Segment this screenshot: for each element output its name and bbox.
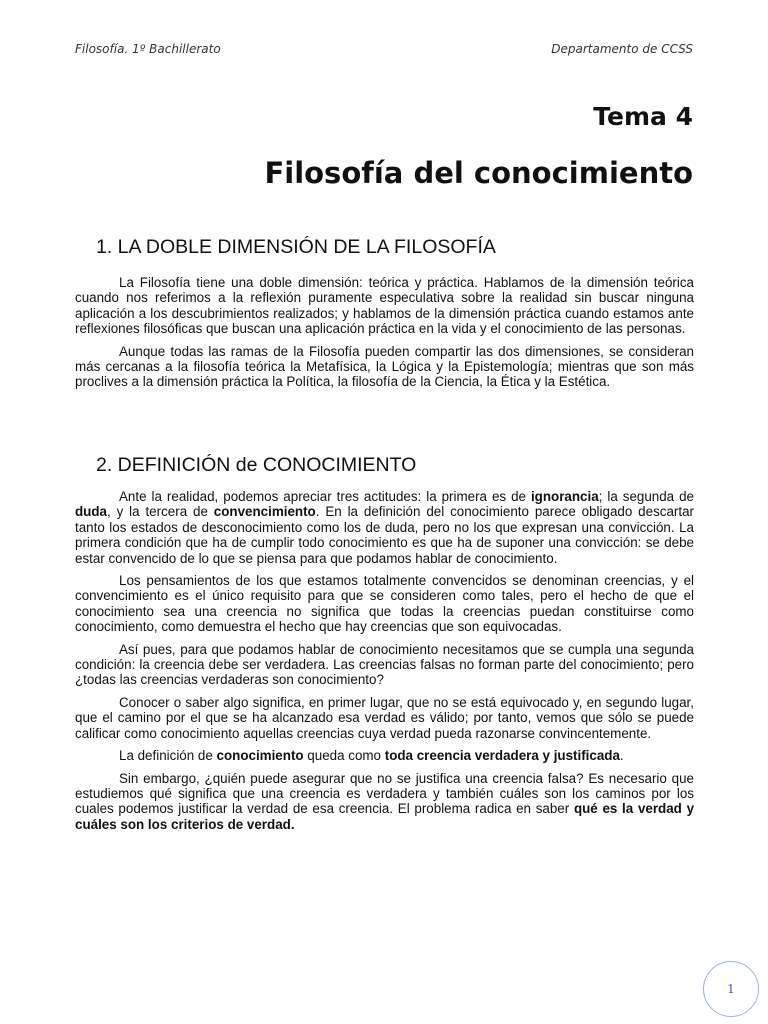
emphasis-conocimiento: conocimiento xyxy=(216,748,304,764)
emphasis-ignorancia: ignorancia xyxy=(530,489,599,504)
paragraph: Así pues, para que podamos hablar de conocimiento necesitamos que se cumpla una segunda condición: la creencia debe ser verdadera. Las creencias falsas no forman parte del conocimiento; pero ¿todas las creencias verdaderas son conocimiento? xyxy=(75,641,694,688)
header-course: Filosofía. 1º Bachillerato xyxy=(75,42,221,56)
emphasis-duda: duda xyxy=(75,504,107,520)
page-number-badge xyxy=(703,961,759,1017)
text-run: . En la definición del conocimiento parece obligado descartar tanto los estados de desconocimiento como los de duda, pero no los que expresan una convicción. La primera condición que ha de cumplir todo conocimiento es que ha de suponer una convicción: se debe estar convencido de lo que se piensa para que podamos hablar de conocimiento. xyxy=(75,504,694,566)
section-heading-1: 1. LA DOBLE DIMENSIÓN DE LA FILOSOFÍA xyxy=(96,236,496,258)
text-run: queda como xyxy=(303,748,385,764)
section-1-body xyxy=(75,275,694,397)
section-2-body xyxy=(75,489,694,839)
text-run: Sin embargo, ¿quién puede asegurar que no se justifica una creencia falsa? Es necesario que estudiemos qué significa que una creencia es verdadera y también cuáles son los caminos por los cuales podemos justificar la verdad de esa creencia. El problema radica en saber xyxy=(75,770,694,817)
page-title: Filosofía del conocimiento xyxy=(264,156,693,190)
paragraph: Conocer o saber algo significa, en primer lugar, que no se está equivocado y, en segundo lugar, que el camino por el que se ha alcanzado esa verdad es válido; por tanto, vemos que sólo se puede calificar como conocimiento aquellas creencias cuya verdad pueda razonarse convincentemente. xyxy=(75,694,694,741)
paragraph: Los pensamientos de los que estamos totalmente convencidos se denominan creencias, y el convencimiento es el único requisito para que se consideren como tales, pero el hecho de que el conocimiento sea una creencia no significa que todas la creencias puedan constituirse como conocimiento, como demuestra el hecho que hay creencias que son equivocadas. xyxy=(75,573,694,635)
page-header xyxy=(75,42,693,60)
emphasis-convencimiento: convencimiento xyxy=(213,504,316,520)
paragraph: Aunque todas las ramas de la Filosofía pueden compartir las dos dimensiones, se consideran más cercanas a la filosofía teórica la Metafísica, la Lógica y la Epistemología; mientras que son más proclives a la dimensión práctica la Política, la filosofía de la Ciencia, la Ética y la Estética. xyxy=(75,343,694,390)
section-heading-2: 2. DEFINICIÓN de CONOCIMIENTO xyxy=(96,454,417,476)
emphasis-definition: toda creencia verdadera y justificada xyxy=(384,748,620,764)
paragraph xyxy=(75,748,694,763)
unit-number: Tema 4 xyxy=(593,102,693,131)
text-run: Ante la realidad, podemos apreciar tres actitudes: la primera es de xyxy=(119,489,531,504)
page-number: 1 xyxy=(727,982,735,996)
paragraph xyxy=(75,771,694,833)
text-run: La definición de xyxy=(119,748,217,764)
emphasis-verdad: qué es la verdad y cuáles son los criterios de verdad. xyxy=(75,801,695,832)
header-department: Departamento de CCSS xyxy=(551,42,693,56)
text-run: . xyxy=(619,748,624,764)
text-run: , y la tercera de xyxy=(107,504,214,520)
paragraph: La Filosofía tiene una doble dimensión: teórica y práctica. Hablamos de la dimensión teórica cuando nos referimos a la reflexión puramente especulativa sobre la realidad sin buscar ninguna aplicación a los descubrimientos realizados; y hablamos de la dimensión práctica cuando estamos ante reflexiones filosóficas que buscan una aplicación práctica en la vida y el conocimiento de las personas. xyxy=(75,275,694,337)
paragraph xyxy=(75,489,694,566)
text-run: ; la segunda de xyxy=(598,489,694,504)
